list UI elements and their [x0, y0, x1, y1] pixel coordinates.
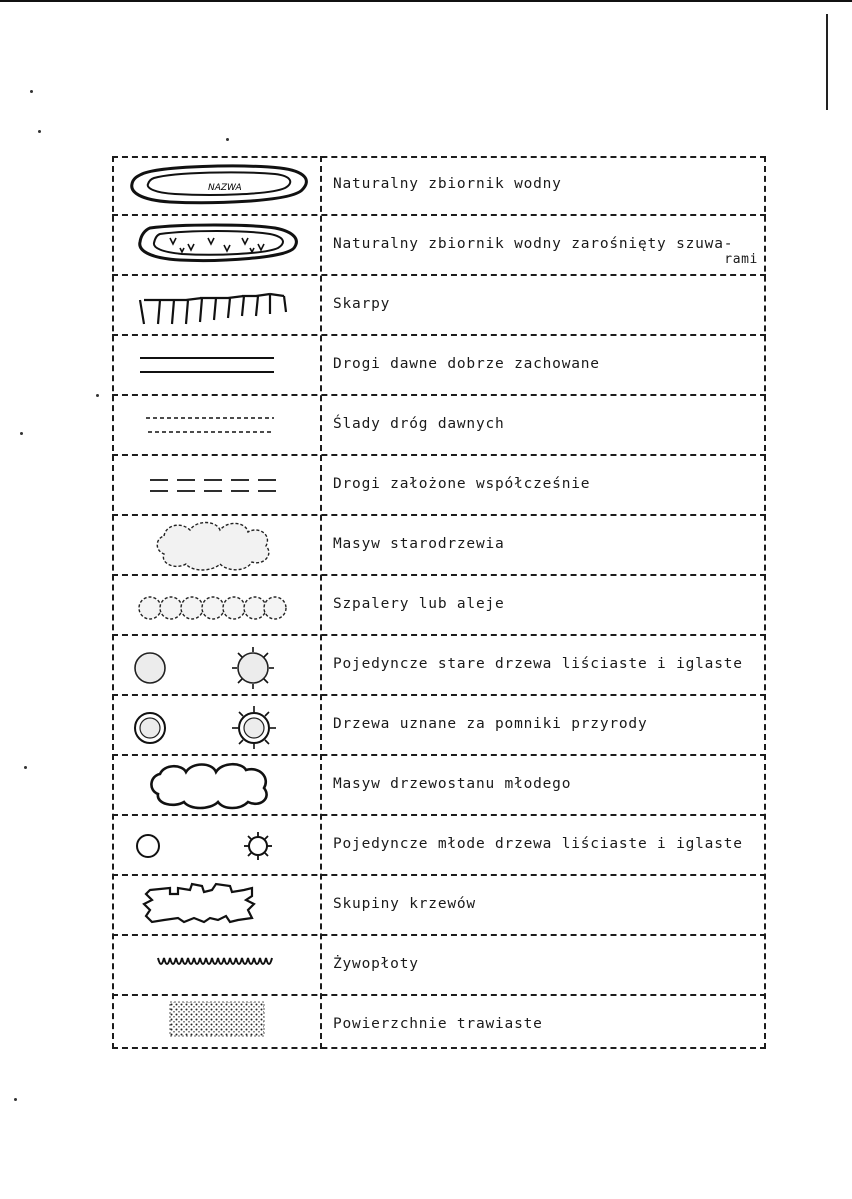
tree-row-icon: [120, 578, 316, 632]
legend-label: Żywopłoty: [333, 956, 419, 972]
shrub-group-icon: [120, 878, 316, 932]
legend-row: [112, 576, 766, 636]
legend-row: [112, 516, 766, 576]
top-edge: [0, 0, 852, 2]
legend-row: [112, 696, 766, 756]
single-young-trees-icon: [120, 818, 316, 872]
legend-label: Naturalny zbiornik wodny: [333, 176, 562, 192]
young-stand-mass-icon: [120, 758, 316, 812]
old-road-traces-icon: [120, 398, 316, 452]
legend-row: [112, 996, 766, 1056]
legend-label: Drzewa uznane za pomniki przyrody: [333, 716, 648, 732]
legend-row: [112, 936, 766, 996]
legend-label: Skarpy: [333, 296, 391, 312]
grass-area-icon: [120, 998, 316, 1052]
legend-label: Naturalny zbiornik wodny zarośnięty szuwa-: [333, 236, 734, 252]
speck: [30, 90, 33, 93]
speck: [24, 766, 27, 769]
legend-label: Masyw starodrzewia: [333, 536, 505, 552]
legend-label: Powierzchnie trawiaste: [333, 1016, 543, 1032]
scan-edge-mark: [826, 14, 828, 110]
overgrown-water-body-icon: [120, 218, 316, 272]
legend-row: [112, 216, 766, 276]
speck: [38, 130, 41, 133]
legend-row: [112, 636, 766, 696]
legend-row: [112, 276, 766, 336]
escarpment-icon: [120, 278, 316, 332]
legend-label: Pojedyncze młode drzewa liściaste i iglaste: [333, 836, 743, 852]
speck: [14, 1098, 17, 1101]
legend-label: Drogi dawne dobrze zachowane: [333, 356, 600, 372]
legend-row: [112, 876, 766, 936]
legend-row: [112, 396, 766, 456]
legend-label: Pojedyncze stare drzewa liściaste i iglaste: [333, 656, 743, 672]
speck: [20, 432, 23, 435]
legend-row: [112, 336, 766, 396]
legend-row: [112, 456, 766, 516]
modern-road-icon: [120, 458, 316, 512]
legend-label: Drogi założone współcześnie: [333, 476, 591, 492]
water-body-icon: [120, 158, 316, 212]
speck: [96, 394, 99, 397]
water-body-name-text: NAZWA: [208, 183, 242, 193]
legend-label: Ślady dróg dawnych: [333, 416, 505, 432]
legend-label: Szpalery lub aleje: [333, 596, 505, 612]
old-stand-mass-icon: [120, 518, 316, 572]
single-old-trees-icon: [120, 638, 316, 692]
preserved-old-road-icon: [120, 338, 316, 392]
legend-label: Skupiny krzewów: [333, 896, 476, 912]
legend-row: [112, 756, 766, 816]
speck: [226, 138, 229, 141]
legend-row: [112, 156, 766, 216]
natural-monument-trees-icon: [120, 698, 316, 752]
hedge-icon: [120, 938, 316, 992]
legend-row: [112, 816, 766, 876]
legend-label-continuation: rami: [724, 252, 758, 267]
legend-label: Masyw drzewostanu młodego: [333, 776, 572, 792]
